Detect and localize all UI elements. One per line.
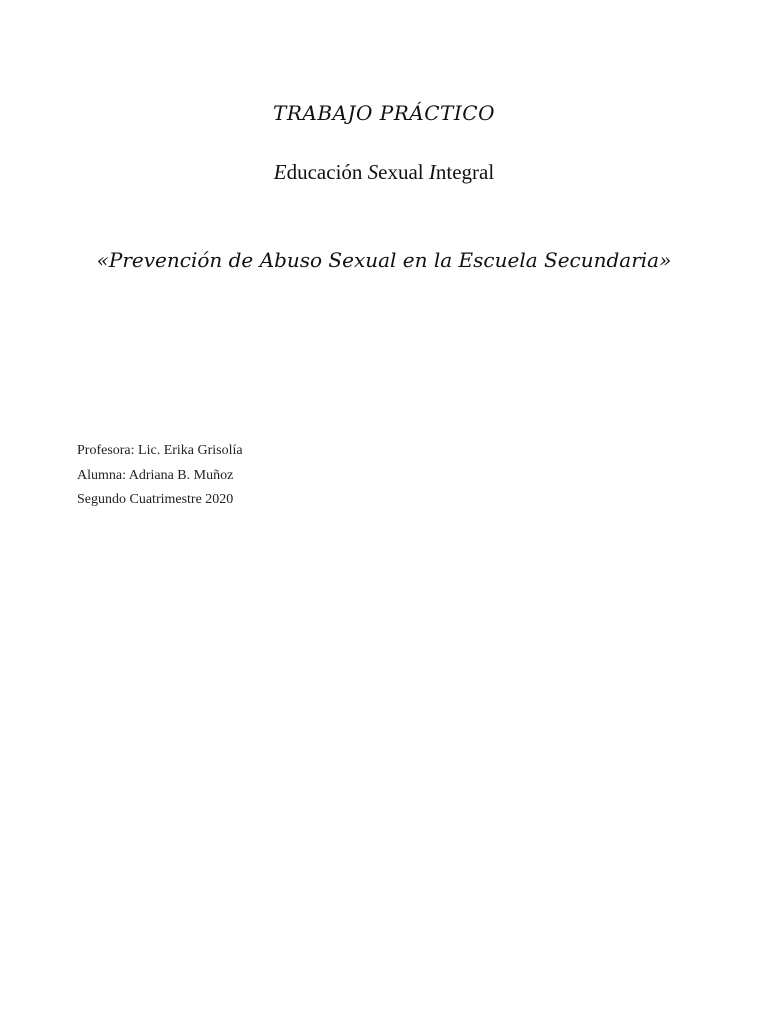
subtitle-word-educacion: ducación [286,160,368,184]
student-line: Alumna: Adriana B. Muñoz [77,467,234,483]
subtitle-word-sexual: exual [378,160,429,184]
subtitle-initial-s: S [367,160,379,184]
document-title: TRABAJO PRÁCTICO [273,101,495,125]
work-title-quote: «Prevención de Abuso Sexual en la Escuela Secundaria» [96,248,672,272]
subtitle-word-integral: ntegral [435,160,495,184]
document-subtitle [0,160,768,185]
teacher-line: Profesora: Lic. Erika Grisolía [77,443,243,458]
term-line: Segundo Cuatrimestre 2020 [77,492,234,507]
author-info-block [77,441,243,515]
subtitle-initial-i: I [428,160,436,184]
subtitle-initial-e: E [273,160,287,184]
